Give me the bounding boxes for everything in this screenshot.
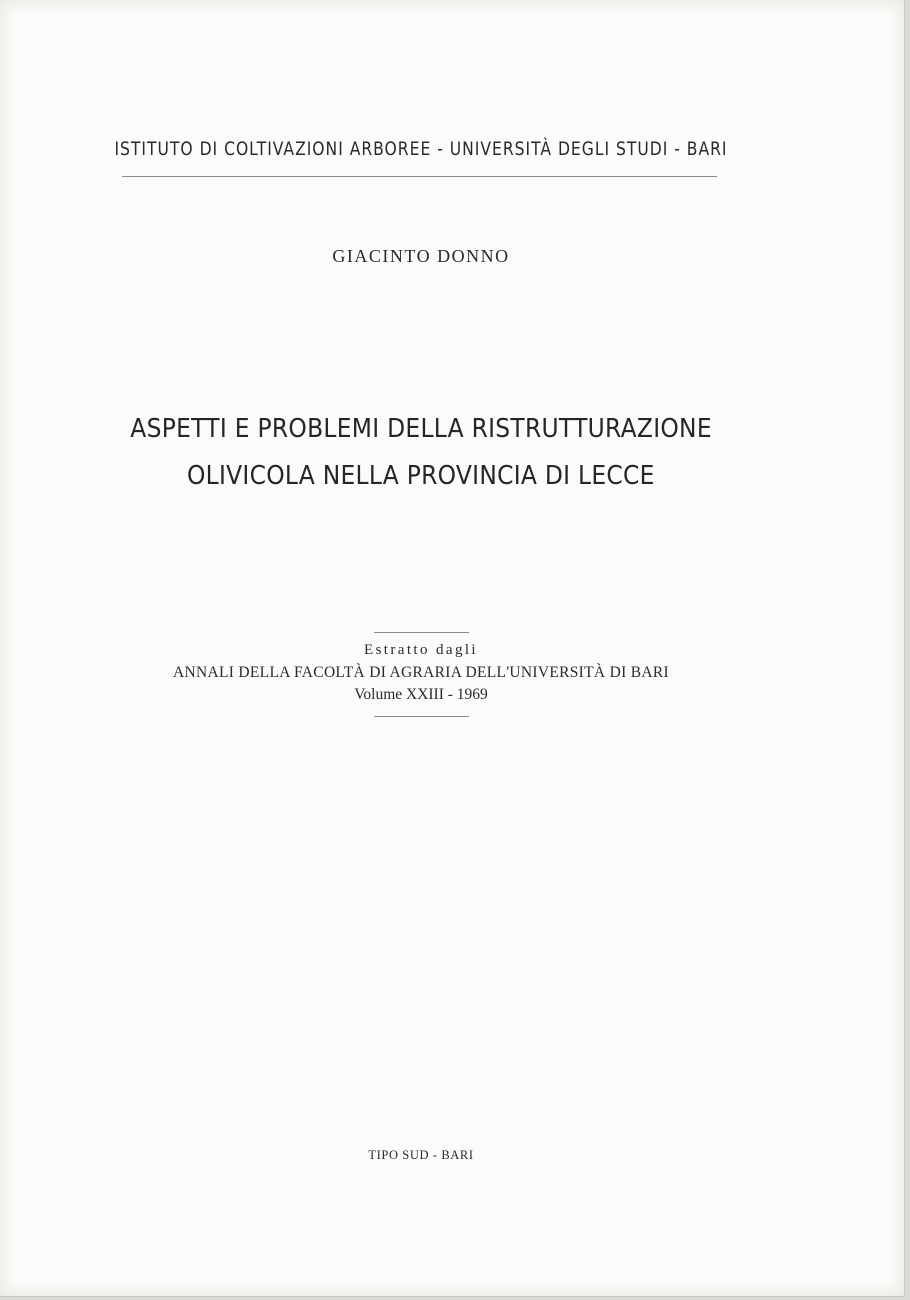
title-line-1-text: ASPETTI E PROBLEMI DELLA RISTRUTTURAZIONE xyxy=(130,414,712,444)
header-divider xyxy=(122,176,717,177)
volume-info: Volume XXIII - 1969 xyxy=(354,686,488,703)
printer-imprint: TIPO SUD - BARI xyxy=(368,1148,474,1162)
title-line-2 xyxy=(0,461,842,491)
extract-divider-top xyxy=(374,632,469,633)
extract-label: Estratto dagli xyxy=(364,642,478,658)
title-line-1 xyxy=(0,414,842,444)
journal-name: ANNALI DELLA FACOLTÀ DI AGRARIA DELL'UNIVERSITÀ DI BARI xyxy=(173,664,669,681)
author-name: GIACINTO DONNO xyxy=(332,246,510,266)
institute-header: ISTITUTO DI COLTIVAZIONI ARBOREE - UNIVERSITÀ DEGLI STUDI - BARI xyxy=(114,138,728,160)
extract-divider-bottom xyxy=(374,716,469,717)
title-line-2-text: OLIVICOLA NELLA PROVINCIA DI LECCE xyxy=(187,461,655,491)
